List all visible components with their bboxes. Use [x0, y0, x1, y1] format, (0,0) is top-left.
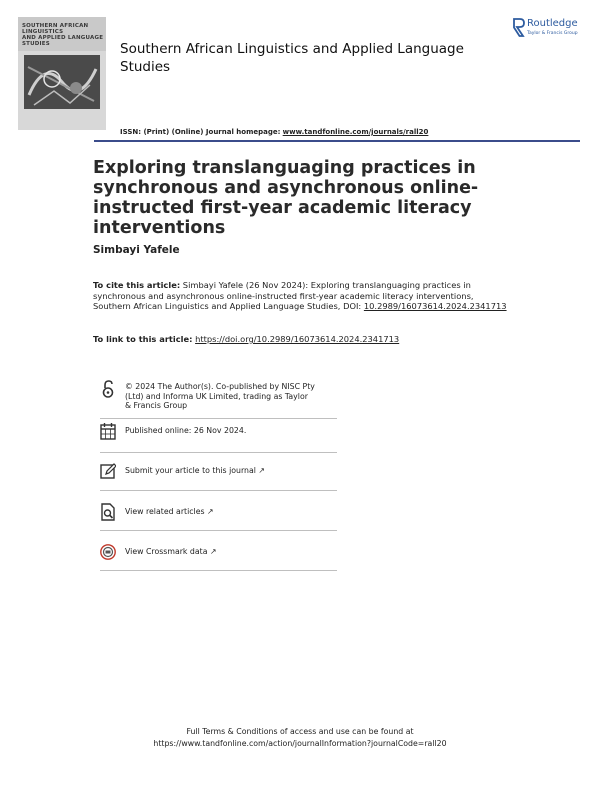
related-articles-link[interactable] — [125, 507, 315, 517]
info-divider — [100, 490, 337, 491]
open-access-icon — [100, 380, 116, 398]
published-row — [100, 422, 340, 444]
article-author: Simbayi Yafele — [93, 244, 180, 256]
info-divider — [100, 418, 337, 419]
citation-text: Simbayi Yafele (26 Nov 2024): Exploring translanguaging practices in synchronous and asynchronous online-instructed first-year academic literacy interventions, Southern African Linguistics and Applied Language Studies, DOI: — [93, 280, 474, 311]
crossmark-row[interactable] — [100, 543, 340, 565]
calendar-icon — [100, 422, 116, 440]
article-title: Exploring translanguaging practices in synchronous and asynchronous online-instructed first-year academic literacy interventions — [93, 158, 479, 238]
cover-title-line1: SOUTHERN AFRICAN LINGUISTICS — [22, 23, 89, 35]
external-link-icon: ↗ — [258, 466, 265, 475]
citation-label: To cite this article: — [93, 280, 181, 290]
article-link-line — [93, 334, 399, 344]
cover-title-line2: AND APPLIED LANGUAGE STUDIES — [22, 35, 104, 47]
crossmark-label: View Crossmark data — [125, 547, 208, 556]
footer-terms-text: Full Terms & Conditions of access and use can be found at — [186, 727, 414, 736]
article-doi-link[interactable]: https://doi.org/10.2989/16073614.2024.2341713 — [195, 334, 400, 344]
info-divider — [100, 530, 337, 531]
submit-article-label: Submit your article to this journal — [125, 466, 256, 475]
crossmark-icon — [100, 543, 116, 561]
cover-header — [18, 17, 106, 51]
crossmark-link[interactable] — [125, 547, 315, 557]
journal-title: Southern African Linguistics and Applied Language Studies — [120, 41, 464, 75]
submit-article-row[interactable] — [100, 462, 340, 484]
info-divider — [100, 452, 337, 453]
article-link-label: To link to this article: — [93, 334, 193, 344]
journal-cover — [18, 17, 106, 130]
header-rule — [94, 140, 580, 142]
cover-title — [22, 23, 106, 47]
cover-artwork — [24, 55, 100, 109]
related-articles-label: View related articles — [125, 507, 205, 516]
citation-block — [93, 280, 513, 312]
journal-homepage-link[interactable]: www.tandfonline.com/journals/rall20 — [282, 128, 429, 136]
license-text: © 2024 The Author(s). Co-published by NISC Pty (Ltd) and Informa UK Limited, trading as Taylor & Francis Group — [125, 382, 315, 410]
view-related-icon — [100, 503, 116, 521]
issn-label: ISSN: (Print) (Online) Journal homepage: — [120, 128, 281, 136]
routledge-logo — [512, 18, 590, 40]
published-text: Published online: 26 Nov 2024. — [125, 426, 247, 435]
info-divider — [100, 570, 337, 571]
external-link-icon: ↗ — [209, 547, 217, 556]
publisher-tagline: Taylor & Francis Group — [527, 31, 578, 36]
submit-article-link[interactable] — [125, 466, 315, 476]
publisher-name: Routledge — [527, 18, 578, 29]
issn-line — [120, 128, 428, 136]
license-row — [100, 380, 340, 416]
related-articles-row[interactable] — [100, 503, 340, 525]
external-link-icon: ↗ — [207, 507, 214, 516]
citation-doi-link[interactable]: 10.2989/16073614.2024.2341713 — [363, 301, 507, 311]
routledge-mark-icon — [512, 18, 525, 37]
footer-terms-link[interactable]: https://www.tandfonline.com/action/journalInformation?journalCode=rall20 — [153, 739, 447, 748]
edit-icon — [100, 462, 116, 480]
